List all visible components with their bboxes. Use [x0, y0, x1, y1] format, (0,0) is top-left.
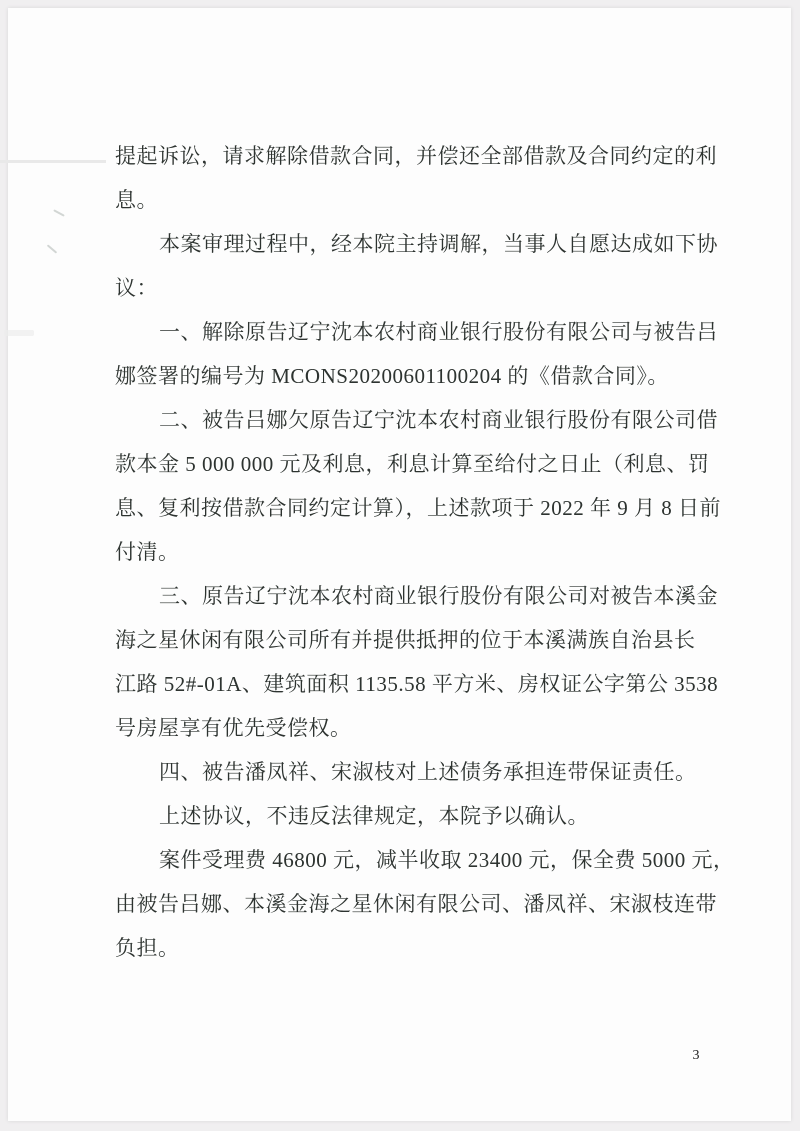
document-line: 上述协议，不违反法律规定，本院予以确认。	[159, 804, 589, 828]
document-page	[8, 8, 791, 1121]
document-line: 案件受理费 46800 元，减半收取 23400 元，保全费 5000 元，	[159, 848, 735, 872]
document-line: 息、复利按借款合同约定计算），上述款项于 2022 年 9 月 8 日前	[115, 496, 721, 520]
scan-streak-artifact	[0, 160, 106, 163]
document-line: 号房屋享有优先受偿权。	[115, 716, 352, 740]
document-line: 由被告吕娜、本溪金海之星休闲有限公司、潘凤祥、宋淑枝连带	[115, 892, 717, 916]
document-line: 提起诉讼，请求解除借款合同，并偿还全部借款及合同约定的利	[115, 144, 717, 168]
document-line: 海之星休闲有限公司所有并提供抵押的位于本溪满族自治县长	[115, 628, 696, 652]
document-line: 江路 52#-01A、建筑面积 1135.58 平方米、房权证公字第公 3538	[115, 672, 719, 696]
document-line: 款本金 5 000 000 元及利息，利息计算至给付之日止（利息、罚	[115, 452, 710, 476]
scan-smudge-artifact	[53, 209, 65, 216]
document-line: 付清。	[115, 540, 180, 564]
document-line: 四、被告潘凤祥、宋淑枝对上述债务承担连带保证责任。	[159, 760, 697, 784]
document-line: 议：	[115, 276, 158, 300]
document-line: 娜签署的编号为 MCONS20200601100204 的《借款合同》。	[115, 364, 669, 388]
scan-smudge-artifact	[4, 330, 34, 336]
document-line: 二、被告吕娜欠原告辽宁沈本农村商业银行股份有限公司借	[159, 408, 718, 432]
document-line: 息。	[115, 188, 158, 212]
page-number: 3	[692, 1048, 700, 1063]
document-line: 本案审理过程中，经本院主持调解，当事人自愿达成如下协	[159, 232, 718, 256]
scan-smudge-artifact	[47, 244, 57, 253]
document-line: 负担。	[115, 936, 180, 960]
document-body-text	[115, 134, 735, 970]
document-line: 一、解除原告辽宁沈本农村商业银行股份有限公司与被告吕	[159, 320, 718, 344]
document-line: 三、原告辽宁沈本农村商业银行股份有限公司对被告本溪金	[159, 584, 718, 608]
